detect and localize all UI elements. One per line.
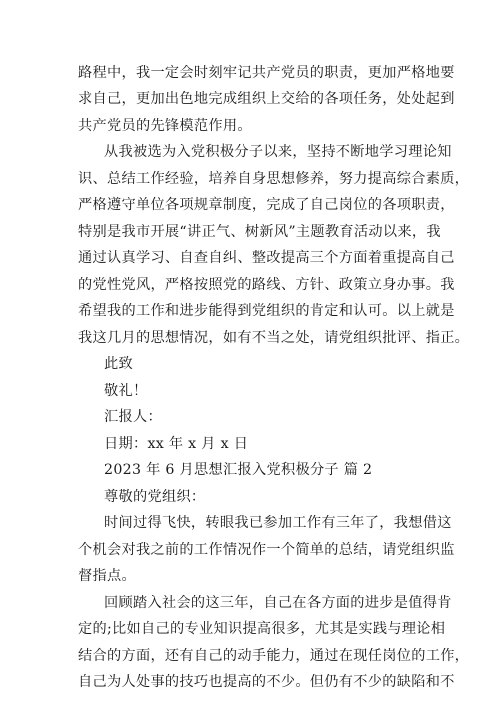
salutation-line: 敬礼！ <box>104 383 148 399</box>
signature-line: 汇报人： <box>104 409 162 425</box>
text-line: 从我被选为入党积极分子以来，坚持不断地学习理论知 <box>104 144 452 160</box>
text-line: 回顾踏入社会的这三年，自己在各方面的进步是值得肯 <box>104 595 452 611</box>
section-heading: 2023 年 6 月思想汇报入党积极分子 篇 2 <box>104 462 373 478</box>
text-line: 共产党员的先锋模范作用。 <box>78 118 252 134</box>
text-line: 我这几月的思想情况，如有不当之处，请党组织批评、指正。 <box>78 330 470 346</box>
text-line: 识、总结工作经验，培养自身思想修养，努力提高综合素质， <box>78 171 470 187</box>
salutation-line: 此致 <box>104 356 133 372</box>
text-line: 特别是我市开展“讲正气、树新风”主题教育活动以来，我 <box>78 224 441 240</box>
text-line: 通过认真学习、自查自纠、整改提高三个方面着重提高自己 <box>78 250 455 266</box>
text-line: 定的;比如自己的专业知识提高很多，尤其是实践与理论相 <box>78 621 446 637</box>
text-line: 希望我的工作和进步能得到党组织的肯定和认可。以上就是 <box>78 303 455 319</box>
text-line: 结合的方面，还有自己的动手能力，通过在现任岗位的工作， <box>78 648 470 664</box>
text-line: 个机会对我之前的工作情况作一个简单的总结，请党组织监 <box>78 542 455 558</box>
salutation-line: 尊敬的党组织： <box>104 489 206 505</box>
date-line: 日期：xx 年 x 月 x 日 <box>104 436 249 452</box>
text-line: 路程中，我一定会时刻牢记共产党员的职责，更加严格地要 <box>78 65 455 81</box>
text-line: 求自己，更加出色地完成组织上交给的各项任务，处处起到 <box>78 91 455 107</box>
text-line: 的党性党风，严格按照党的路线、方针、政策立身办事。我 <box>78 277 455 293</box>
text-line: 严格遵守单位各项规章制度，完成了自己岗位的各项职责， <box>78 197 455 213</box>
text-line: 自己为人处事的技巧也提高的不少。但仍有不少的缺陷和不 <box>78 674 455 690</box>
text-line: 时间过得飞快，转眼我已参加工作有三年了，我想借这 <box>104 515 452 531</box>
text-line: 督指点。 <box>78 568 136 584</box>
